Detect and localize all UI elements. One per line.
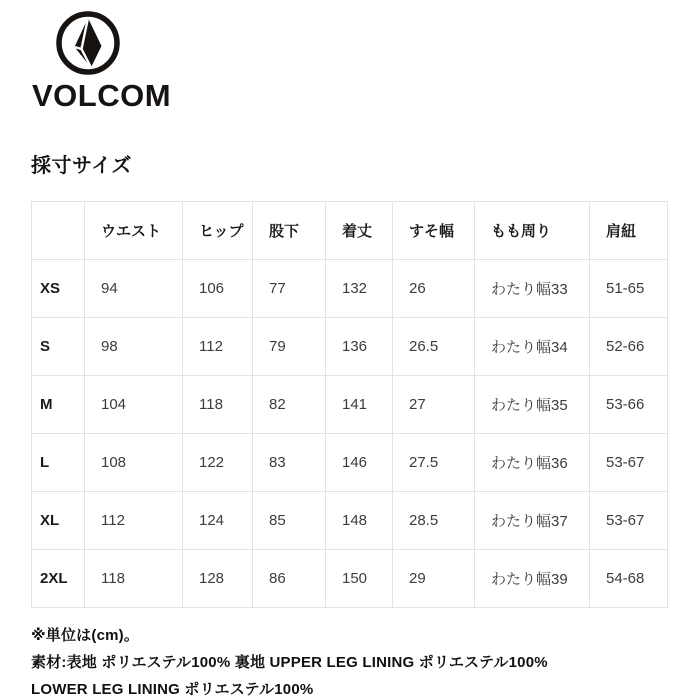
value-cell: 53-66 — [590, 376, 668, 434]
unit-note: ※単位は(cm)。 — [31, 627, 140, 644]
value-cell: 104 — [85, 376, 183, 434]
brand-wordmark: VOLCOM — [32, 78, 172, 113]
value-cell: 53-67 — [590, 492, 668, 550]
value-cell: 26.5 — [393, 318, 475, 376]
page-title: 採寸サイズ — [31, 155, 132, 177]
value-cell: 108 — [85, 434, 183, 492]
value-cell: 112 — [183, 318, 253, 376]
size-cell: M — [32, 376, 85, 434]
volcom-stone-icon — [55, 10, 121, 76]
value-cell: 51-65 — [590, 260, 668, 318]
material-note-line1: 素材:表地 ポリエステル100% 裏地 UPPER LEG LINING ポリエステル100% — [31, 654, 548, 671]
value-cell: 112 — [85, 492, 183, 550]
value-cell: 122 — [183, 434, 253, 492]
value-cell: 82 — [253, 376, 326, 434]
size-cell: XL — [32, 492, 85, 550]
value-cell: 79 — [253, 318, 326, 376]
brand-logo — [31, 10, 670, 111]
value-cell: わたり幅34 — [475, 318, 590, 376]
value-cell: 26 — [393, 260, 475, 318]
value-cell: 118 — [85, 550, 183, 608]
value-cell: 106 — [183, 260, 253, 318]
table-row-s — [32, 318, 668, 376]
value-cell: 136 — [326, 318, 393, 376]
notes — [31, 622, 670, 700]
value-cell: 124 — [183, 492, 253, 550]
material-note-line2: LOWER LEG LINING ポリエステル100% — [31, 681, 314, 698]
value-cell: 53-67 — [590, 434, 668, 492]
table-row-2xl — [32, 550, 668, 608]
size-cell: 2XL — [32, 550, 85, 608]
value-cell: 118 — [183, 376, 253, 434]
value-cell: わたり幅35 — [475, 376, 590, 434]
header-cell-blank — [32, 202, 85, 260]
header-cell-inseam: 股下 — [253, 202, 326, 260]
size-cell: XS — [32, 260, 85, 318]
table-row-l — [32, 434, 668, 492]
value-cell: わたり幅37 — [475, 492, 590, 550]
value-cell: 27 — [393, 376, 475, 434]
value-cell: 54-68 — [590, 550, 668, 608]
header-cell-length: 着丈 — [326, 202, 393, 260]
value-cell: 150 — [326, 550, 393, 608]
value-cell: わたり幅33 — [475, 260, 590, 318]
value-cell: 146 — [326, 434, 393, 492]
table-header-row — [32, 202, 668, 260]
size-cell: S — [32, 318, 85, 376]
table-row-xl — [32, 492, 668, 550]
value-cell: 86 — [253, 550, 326, 608]
table-row-m — [32, 376, 668, 434]
header-cell-thigh: もも周り — [475, 202, 590, 260]
value-cell: 28.5 — [393, 492, 475, 550]
value-cell: 85 — [253, 492, 326, 550]
value-cell: 94 — [85, 260, 183, 318]
value-cell: 141 — [326, 376, 393, 434]
value-cell: 132 — [326, 260, 393, 318]
value-cell: 83 — [253, 434, 326, 492]
value-cell: 148 — [326, 492, 393, 550]
value-cell: 29 — [393, 550, 475, 608]
header-cell-shoulder-strap: 肩紐 — [590, 202, 668, 260]
size-cell: L — [32, 434, 85, 492]
size-table — [31, 201, 668, 608]
header-cell-hem-width: すそ幅 — [393, 202, 475, 260]
value-cell: 128 — [183, 550, 253, 608]
value-cell: 98 — [85, 318, 183, 376]
value-cell: 77 — [253, 260, 326, 318]
header-cell-hip: ヒップ — [183, 202, 253, 260]
table-row-xs — [32, 260, 668, 318]
value-cell: 52-66 — [590, 318, 668, 376]
value-cell: わたり幅36 — [475, 434, 590, 492]
value-cell: わたり幅39 — [475, 550, 590, 608]
header-cell-waist: ウエスト — [85, 202, 183, 260]
value-cell: 27.5 — [393, 434, 475, 492]
